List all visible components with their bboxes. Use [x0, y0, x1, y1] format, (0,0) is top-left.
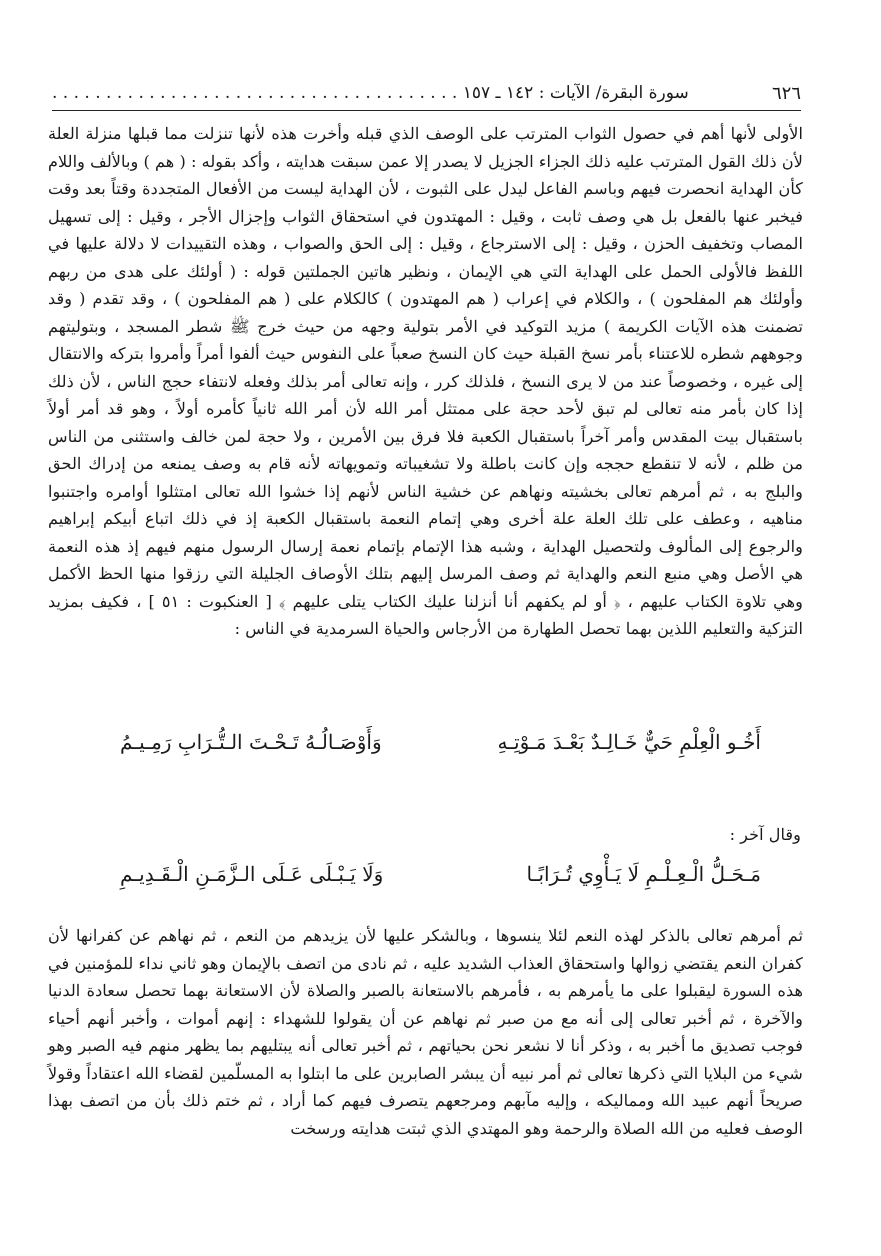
verse-intro: وقال آخر :: [729, 825, 801, 844]
verse-right-hemistich: أَخُـو الْعِلْمِ حَيٌّ خَـالِـدٌ بَعْـدَ مَـوْتِـهِ: [497, 730, 761, 754]
paragraph-text: ثم أمرهم تعالى بالذكر لهذه النعم لئلا ينسوها ، وبالشكر عليها لأن يزيدهم من النعم ، ثم نهاهم عن كفرانها لأن كفران النعم يقتضي زوالها واستحقاق العذاب الشديد عليه ، ثم نادى من اتصف بالإيمان وهو ثاني نداء للمؤمنين في هذه السورة ليقبلوا على ما يأمرهم به ، فأمرهم بالاستعانة بالصبر والصلاة لأن الاستعانة بهما تحصل سعادة الدنيا والآخرة ، ثم أخبر تعالى إلى أنه مع من صبر ثم نهاهم عن أن يقولوا للشهداء : إنهم أموات ، وأخبر أنهم أحياء فوجب تصديق ما أخبر به ، وذكر أنا لا نشعر نحن بحياتهم ، ثم أخبر تعالى أنه يبتليهم بما يظهر منهم فيه الصبر وهو شيء من البلايا التي ذكرها تعالى ثم أمر نبيه أن يبشر الصابرين على ما ابتلوا به المسلّمين لقضاء الله اعتقاداً وقولاً صريحاً أنهم عبيد الله ومماليكه ، وإليه مآبهم ومرجعهم يتصرف فيهم كما أراد ، ثم ختم ذلك بأن من اتصف بهذا الوصف فعليه من الله الصلاة والرحمة وهو المهتدي الذي ثبتت هدايته ورسخت: [48, 926, 803, 1138]
body-paragraph-1: [48, 120, 803, 643]
poetry-verse-1: [120, 730, 761, 754]
page-number: ٦٢٦: [771, 82, 801, 104]
page-header: [52, 80, 801, 106]
poetry-verse-2: [120, 862, 761, 886]
verse-left-hemistich: وَلَا يَـبْـلَى عَـلَى الـزَّمَـنِ الْـقَـدِيـمِ: [120, 862, 384, 886]
header-rule: [52, 110, 801, 111]
body-paragraph-2: [48, 922, 803, 1142]
running-title: سورة البقرة/ الآيات : ١٤٢ ـ ١٥٧ . . . . . . . . . . . . . . . . . . . . . . . . . . . . . . . . . . . . . .: [52, 83, 689, 103]
paragraph-text: الأولى لأنها أهم في حصول الثواب المترتب على الوصف الذي قبله وأخرت هذه لأنها تنزلت مما قبلها منزلة العلة لأن ذلك القول المترتب عليه ذلك الجزاء الجزيل لا يصدر إلا عمن سبقت هدايته ، وأكد بقوله : ( هم ) وبالألف واللام كأن الهداية انحصرت فيهم وباسم الفاعل ليدل على الثبوت ، لأن الهداية ليست من الأفعال المتجددة وقتاً بعد وقت فيخبر عنها بالفعل بل هي وصف ثابت ، وقيل : المهتدون في استحقاق الثواب وإجزال الأجر ، وقيل : إلى تسهيل المصاب وتخفيف الحزن ، وقيل : إلى الاسترجاع ، وقيل : إلى الحق والصواب ، وهذه التقييدات لا دلالة عليها في اللفظ فالأولى الحمل على الهداية التي هي الإيمان ، ونظير هاتين الجملتين قوله : ( أولئك على هدى من ربهم وأولئك هم المفلحون ) ، والكلام في إعراب ( هم المهتدون ) كالكلام على ( هم المفلحون ) ، وقد تقدم ( وقد تضمنت هذه الآيات الكريمة ) مزيد التوكيد في الأمر بتولية وجهه من حيث خرج ﷺ شطر المسجد ، وبتوليتهم وجوههم شطره للاعتناء بأمر نسخ القبلة حيث كان النسخ صعباً على النفوس حيث ألفوا أمراً وأمروا بتركه والانتقال إلى غيره ، وخصوصاً عند من لا يرى النسخ ، فلذلك كرر ، وإنه تعالى أمر بذلك وفعله لانتفاء حجج الناس ، لأن ذلك إذا كان بأمر منه تعالى لم تبق لأحد حجة على ممتثل أمر الله لأن أمر الله ثانياً كأمره أولاً ، وهو قد أمر أولاً باستقبال بيت المقدس وأمر آخراً باستقبال الكعبة فلا فرق بين الأمرين ، ولا حجة لمن خالف واستثنى من الناس من ظلم ، لأنه لا تنقطع حججه وإن كانت باطلة ولا تشغيباته وتمويهاته لأنه قام به وصف يمنعه من إدراك الحق والبلج به ، ثم أمرهم تعالى بخشيته ونهاهم عن خشية الناس لأنهم إذا خشوا الله تعالى امتثلوا أوامره واجتنبوا مناهيه ، وعطف على تلك العلة علة أخرى وهي إتمام النعمة باستقبال الكعبة إذ في ذلك اتباع أبيكم إبراهيم والرجوع إلى المألوف ولتحصيل الهداية ، وشبه هذا الإتمام بإتمام نعمة إرسال الرسول منهم فيهم إذ هذه النعمة هي الأصل وهي منبع النعم والهداية ثم وصف المرسل إليهم بتلك الأوصاف الجليلة التي رزقوا منها الحظ الأكمل وهي تلاوة الكتاب عليهم ، ﴿ أو لم يكفهم أنا أنزلنا عليك الكتاب يتلى عليهم ﴾ [ العنكبوت : ٥١ ] ، فكيف بمزيد التزكية والتعليم اللذين بهما تحصل الطهارة من الأرجاس والحياة السرمدية في الناس :: [48, 124, 803, 638]
verse-left-hemistich: وَأَوْصَـالُـهُ تَـحْـتَ الـتُّـرَابِ رَمِـيـمُ: [120, 730, 382, 754]
verse-right-hemistich: مَـحَـلُّ الْـعِـلْـمِ لَا يَـأْوِي تُـرَابًـا: [526, 862, 761, 886]
